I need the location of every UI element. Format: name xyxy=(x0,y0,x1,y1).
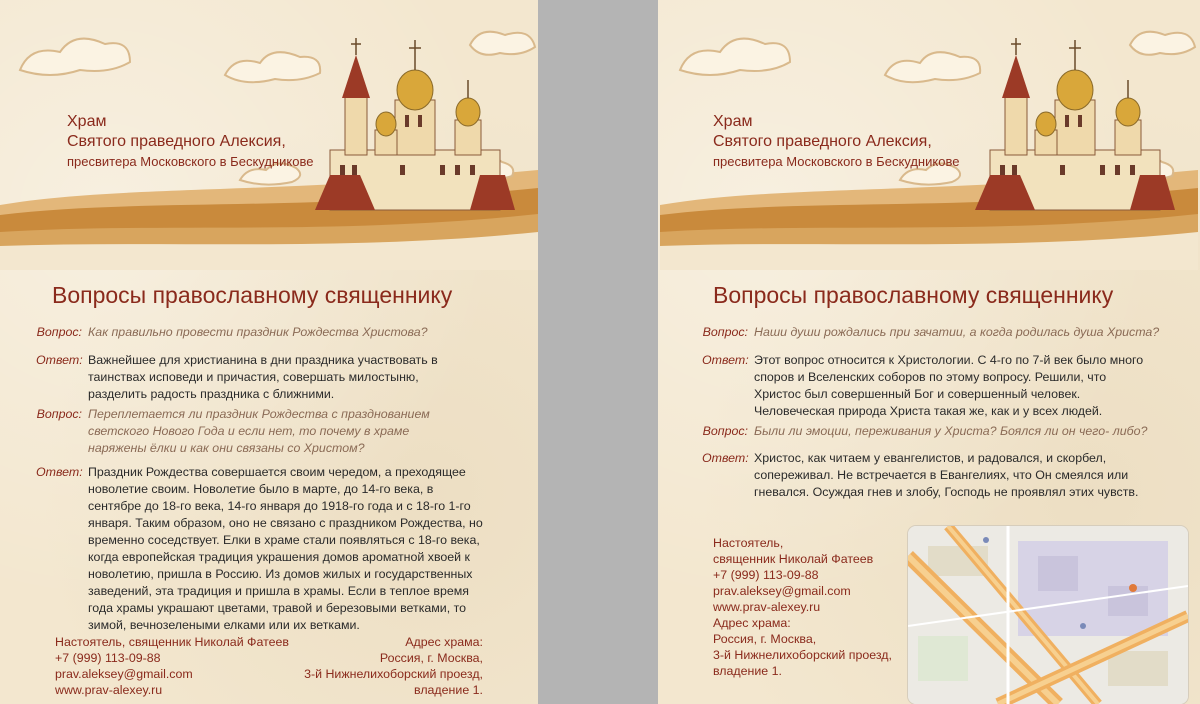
address-line-1: Россия, г. Москва, xyxy=(713,632,817,646)
contact-block xyxy=(55,634,289,698)
answer-text: Важнейшее для христианина в дни праздника участвовать в таинствах исповеди и причастия, совершать милостыню, разделить радость праздника с ближними. xyxy=(88,353,438,401)
address-label: Адрес храма: xyxy=(405,635,483,649)
question-text: Как правильно провести праздник Рождества Христова? xyxy=(88,325,428,339)
question-label: Вопрос: xyxy=(36,325,82,339)
map-graphic xyxy=(908,526,1188,704)
location-map[interactable] xyxy=(908,526,1188,704)
website-link[interactable]: www.prav-alexey.ru xyxy=(55,683,163,697)
phone-number[interactable]: +7 (999) 113-09-88 xyxy=(713,568,819,582)
question-label: Вопрос: xyxy=(702,325,748,339)
answer-text: Этот вопрос относится к Христологии. С 4-го по 7-й век было много споров и Вселенских соборов по этому вопросу. Решили, что Христос был совершенный Бог и совершенный человек. Человеческая природа Христа такая же, как и у всех людей. xyxy=(754,353,1144,418)
header-line-3: пресвитера Московского в Бескудникове xyxy=(713,154,960,169)
address-line-2: 3-й Нижнелихоборский проезд, xyxy=(713,648,892,662)
answer-label: Ответ: xyxy=(36,353,83,367)
question-label: Вопрос: xyxy=(36,407,82,421)
rector-title: Настоятель, xyxy=(713,536,784,550)
answer-text: Христос, как читаем у евангелистов, и радовался, и скорбел, сопереживал. Не встречается в Евангелиях, что Он смеялся или гневался. Осуждая гнев и злобу, Господь не проявлял этих чувств. xyxy=(754,451,1139,499)
answer-label: Ответ: xyxy=(702,353,749,367)
flyer-page-left xyxy=(0,0,538,704)
address-label: Адрес храма: xyxy=(713,616,791,630)
rector-name: Настоятель, священник Николай Фатеев xyxy=(55,635,289,649)
address-block xyxy=(713,615,892,679)
header-line-1: Храм xyxy=(713,113,753,130)
address-line-3: владение 1. xyxy=(414,683,483,697)
phone-number[interactable]: +7 (999) 113-09-88 xyxy=(55,651,161,665)
question-label: Вопрос: xyxy=(702,424,748,438)
answer-text: Праздник Рождества совершается своим чередом, а преходящее новолетие своим. Новолетие было в марте, до 14-го века, в сентябре до 18-го века, 14-го января до 1918-го года и с 18-го 1-го января. Таким образом, оно не связано с праздником Рождества, но временно соседствует. Елки в храме стали появляться с 18-го века, когда европейская традиция украшения домов ароматной хвоей к новолетию, пришла в Россию. Из домов жилых и государственных заведений, эта традиция и пришла в храмы. Если в теплое время года храмы украшают цветами, травой и березовыми ветками, то зимой, вечнозелеными елками или их ветками. xyxy=(88,465,483,632)
email-link[interactable]: prav.aleksey@gmail.com xyxy=(55,667,193,681)
page-title: Вопросы православному священнику xyxy=(52,282,453,308)
website-link[interactable]: www.prav-alexey.ru xyxy=(713,600,821,614)
address-line-2: 3-й Нижнелихоборский проезд, xyxy=(304,667,483,681)
church-header xyxy=(713,112,959,172)
page-title: Вопросы православному священнику xyxy=(713,282,1114,308)
email-link[interactable]: prav.aleksey@gmail.com xyxy=(713,584,851,598)
header-line-2: Святого праведного Алексия, xyxy=(67,133,286,150)
church-header xyxy=(67,112,313,172)
address-line-3: владение 1. xyxy=(713,664,782,678)
question-text: Переплетается ли праздник Рождества с празднованием светского Нового Года и если нет, то почему в храме наряжены ёлки и как они связаны со Христом? xyxy=(88,407,430,455)
answer-label: Ответ: xyxy=(702,451,749,465)
header-line-1: Храм xyxy=(67,113,107,130)
header-line-2: Святого праведного Алексия, xyxy=(713,133,932,150)
rector-name: священник Николай Фатеев xyxy=(713,552,874,566)
answer-label: Ответ: xyxy=(36,465,83,479)
address-block xyxy=(304,634,483,698)
address-line-1: Россия, г. Москва, xyxy=(379,651,483,665)
question-text: Наши души рождались при зачатии, а когда родилась душа Христа? xyxy=(754,325,1160,339)
header-line-3: пресвитера Московского в Бескудникове xyxy=(67,154,314,169)
contact-block xyxy=(713,535,873,615)
flyer-page-right xyxy=(658,0,1200,704)
question-text: Были ли эмоции, переживания у Христа? Боялся ли он чего- либо? xyxy=(754,424,1148,438)
